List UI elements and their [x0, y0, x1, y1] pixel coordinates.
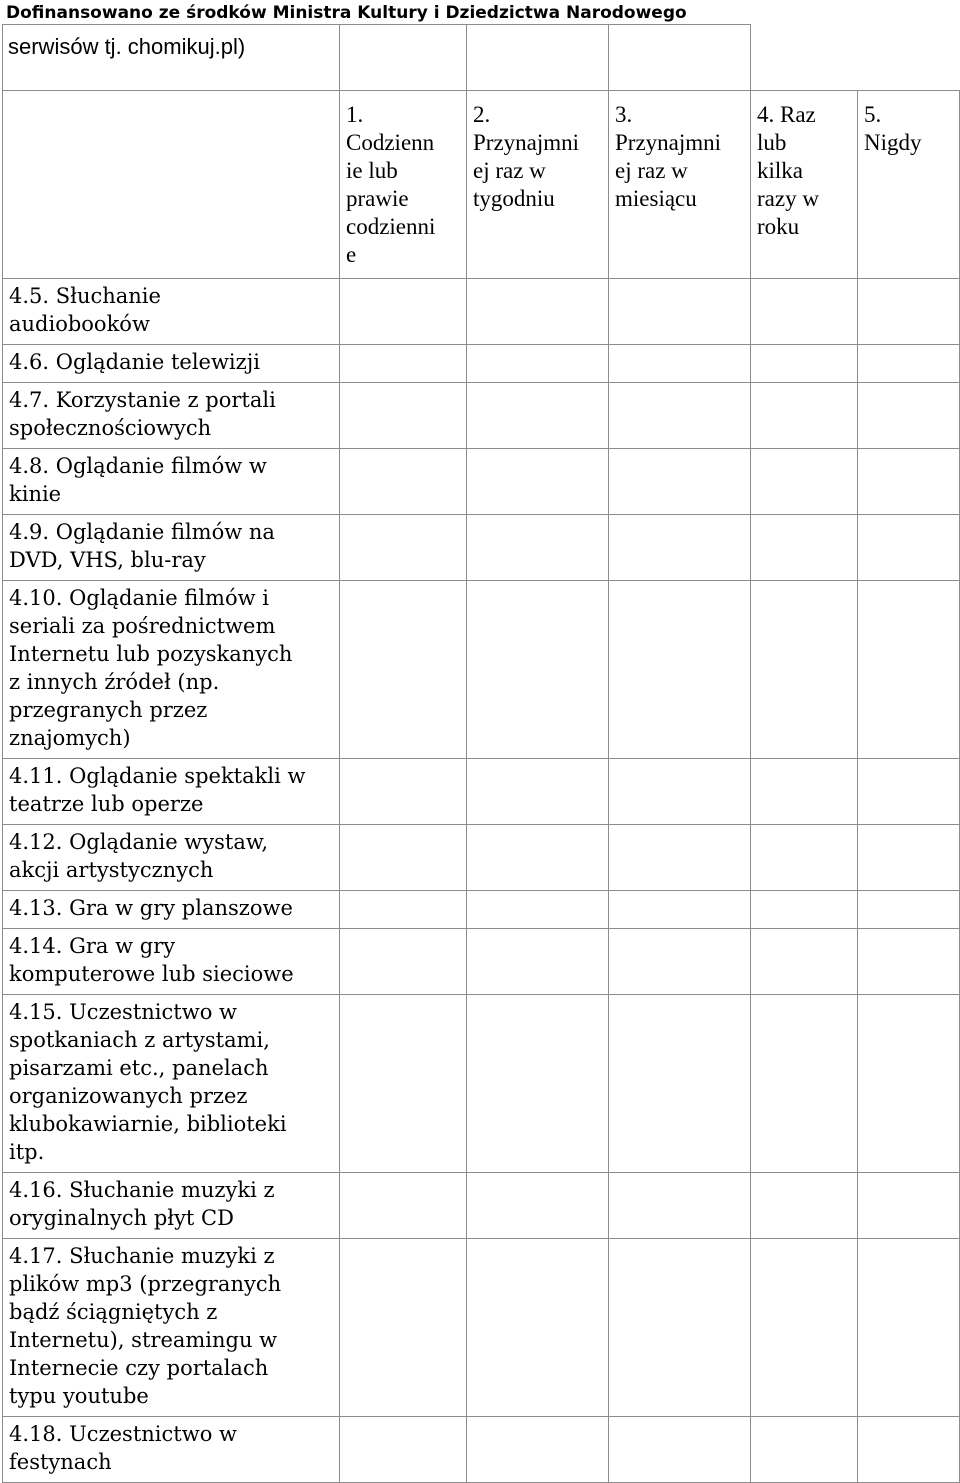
- activity-label-line: 4.12. Oglądanie wystaw,: [9, 830, 269, 854]
- column-header-line: prawie: [346, 186, 409, 211]
- column-header-line: Nigdy: [864, 130, 922, 155]
- activity-label-line: Internetu lub pozyskanych: [9, 642, 293, 666]
- activity-row: [3, 825, 960, 891]
- column-header-line: kilka: [757, 158, 803, 183]
- answer-cell-daily[interactable]: [340, 995, 467, 1173]
- column-header-never: [858, 91, 960, 279]
- activity-label-cell: [3, 825, 340, 891]
- column-header-line: tygodniu: [473, 186, 555, 211]
- answer-cell-yearly[interactable]: [751, 759, 858, 825]
- answer-cell-yearly[interactable]: [751, 995, 858, 1173]
- activity-label-cell: [3, 515, 340, 581]
- column-header-line: miesiącu: [615, 186, 697, 211]
- answer-cell-weekly[interactable]: [467, 929, 609, 995]
- continuation-table: [2, 24, 751, 91]
- activity-row: [3, 279, 960, 345]
- answer-cell-monthly[interactable]: [609, 449, 751, 515]
- answer-cell-monthly[interactable]: [609, 995, 751, 1173]
- activity-label-line: 4.15. Uczestnictwo w: [9, 1000, 237, 1024]
- answer-cell-weekly[interactable]: [467, 449, 609, 515]
- column-header-line: razy w: [757, 186, 819, 211]
- answer-cell-monthly[interactable]: [609, 891, 751, 929]
- activity-row: [3, 891, 960, 929]
- answer-cell-monthly[interactable]: [609, 581, 751, 759]
- answer-cell-weekly[interactable]: [467, 345, 609, 383]
- answer-cell-weekly[interactable]: [467, 1239, 609, 1417]
- answer-cell-weekly[interactable]: [467, 1173, 609, 1239]
- answer-cell-never[interactable]: [858, 759, 960, 825]
- activity-label-line: 4.11. Oglądanie spektakli w: [9, 764, 306, 788]
- activity-label-line: itp.: [9, 1140, 45, 1164]
- empty-cell: [467, 25, 609, 91]
- continuation-row: [3, 25, 751, 91]
- answer-cell-never[interactable]: [858, 449, 960, 515]
- continuation-cell: serwisów tj. chomikuj.pl): [3, 25, 340, 91]
- activity-label-line: 4.5. Słuchanie: [9, 284, 161, 308]
- activity-label-line: spotkaniach z artystami,: [9, 1028, 270, 1052]
- column-header-line: 2.: [473, 102, 491, 127]
- activity-label-cell: [3, 759, 340, 825]
- activity-label-line: 4.7. Korzystanie z portali: [9, 388, 276, 412]
- activity-row: [3, 515, 960, 581]
- activity-row: [3, 581, 960, 759]
- column-header-line: Przynajmni: [473, 130, 580, 155]
- answer-cell-monthly[interactable]: [609, 929, 751, 995]
- column-header-line: ej raz w: [615, 158, 688, 183]
- answer-cell-monthly[interactable]: [609, 515, 751, 581]
- activity-label-line: społecznościowych: [9, 416, 212, 440]
- answer-cell-monthly[interactable]: [609, 825, 751, 891]
- activity-label-cell: [3, 929, 340, 995]
- answer-cell-never[interactable]: [858, 345, 960, 383]
- activity-label-cell: [3, 1417, 340, 1483]
- answer-cell-yearly[interactable]: [751, 581, 858, 759]
- answer-cell-daily[interactable]: [340, 1173, 467, 1239]
- column-header-line: roku: [757, 214, 800, 239]
- answer-cell-daily[interactable]: [340, 825, 467, 891]
- answer-cell-weekly[interactable]: [467, 995, 609, 1173]
- activity-label-line: Internetu), streamingu w: [9, 1328, 278, 1352]
- activity-row: [3, 449, 960, 515]
- activity-label-line: 4.14. Gra w gry: [9, 934, 176, 958]
- answer-cell-never[interactable]: [858, 825, 960, 891]
- answer-cell-yearly[interactable]: [751, 449, 858, 515]
- answer-cell-monthly[interactable]: [609, 1173, 751, 1239]
- answer-cell-daily[interactable]: [340, 449, 467, 515]
- answer-cell-daily[interactable]: [340, 383, 467, 449]
- answer-cell-never[interactable]: [858, 1417, 960, 1483]
- activity-label-line: z innych źródeł (np.: [9, 670, 220, 694]
- activity-label-line: akcji artystycznych: [9, 858, 214, 882]
- answer-cell-yearly[interactable]: [751, 929, 858, 995]
- answer-cell-weekly[interactable]: [467, 759, 609, 825]
- activity-label-cell: [3, 995, 340, 1173]
- answer-cell-never[interactable]: [858, 279, 960, 345]
- activity-label-line: pisarzami etc., panelach: [9, 1056, 269, 1080]
- answer-cell-yearly[interactable]: [751, 279, 858, 345]
- answer-cell-yearly[interactable]: [751, 515, 858, 581]
- answer-cell-monthly[interactable]: [609, 759, 751, 825]
- activity-label-line: seriali za pośrednictwem: [9, 614, 276, 638]
- answer-cell-yearly[interactable]: [751, 1173, 858, 1239]
- empty-cell: [609, 25, 751, 91]
- answer-cell-yearly[interactable]: [751, 891, 858, 929]
- activity-label-cell: [3, 383, 340, 449]
- activity-label-line: przegranych przez: [9, 698, 208, 722]
- activity-row: [3, 759, 960, 825]
- activity-label-line: teatrze lub operze: [9, 792, 204, 816]
- column-header-monthly: [609, 91, 751, 279]
- answer-cell-never[interactable]: [858, 383, 960, 449]
- answer-cell-monthly[interactable]: [609, 1417, 751, 1483]
- answer-cell-weekly[interactable]: [467, 383, 609, 449]
- activity-label-cell: [3, 891, 340, 929]
- activity-label-cell: [3, 581, 340, 759]
- column-header-line: Codzienn: [346, 130, 435, 155]
- answer-cell-daily[interactable]: [340, 929, 467, 995]
- activity-label-line: bądź ściągniętych z: [9, 1300, 218, 1324]
- answer-cell-weekly[interactable]: [467, 825, 609, 891]
- column-header-line: codzienni: [346, 214, 436, 239]
- answer-cell-yearly[interactable]: [751, 345, 858, 383]
- answer-cell-never[interactable]: [858, 1173, 960, 1239]
- answer-cell-daily[interactable]: [340, 759, 467, 825]
- empty-cell: [340, 25, 467, 91]
- answer-cell-yearly[interactable]: [751, 825, 858, 891]
- column-header-line: 1.: [346, 102, 364, 127]
- answer-cell-daily[interactable]: [340, 581, 467, 759]
- answer-cell-yearly[interactable]: [751, 1239, 858, 1417]
- activity-label-cell: [3, 1239, 340, 1417]
- activity-label-line: komputerowe lub sieciowe: [9, 962, 294, 986]
- answer-cell-weekly[interactable]: [467, 279, 609, 345]
- answer-cell-weekly[interactable]: [467, 891, 609, 929]
- activity-label-line: 4.17. Słuchanie muzyki z: [9, 1244, 275, 1268]
- activity-row: [3, 1239, 960, 1417]
- answer-cell-never[interactable]: [858, 929, 960, 995]
- answer-cell-daily[interactable]: [340, 279, 467, 345]
- activity-label-line: klubokawiarnie, biblioteki: [9, 1112, 287, 1136]
- column-header-line: ej raz w: [473, 158, 546, 183]
- activity-row: [3, 345, 960, 383]
- answer-cell-daily[interactable]: [340, 891, 467, 929]
- column-header-line: ie lub: [346, 158, 398, 183]
- activity-label-line: 4.9. Oglądanie filmów na: [9, 520, 275, 544]
- answer-cell-never[interactable]: [858, 1239, 960, 1417]
- activity-label-line: audiobooków: [9, 312, 150, 336]
- frequency-table: [2, 90, 960, 1483]
- answer-cell-never[interactable]: [858, 515, 960, 581]
- column-header-line: 3.: [615, 102, 633, 127]
- activity-label-line: festynach: [9, 1450, 112, 1474]
- activity-label-line: 4.18. Uczestnictwo w: [9, 1422, 237, 1446]
- answer-cell-daily[interactable]: [340, 345, 467, 383]
- activity-row: [3, 995, 960, 1173]
- activity-row: [3, 1417, 960, 1483]
- activity-label-line: typu youtube: [9, 1384, 149, 1408]
- answer-cell-yearly[interactable]: [751, 383, 858, 449]
- activity-label-line: DVD, VHS, blu-ray: [9, 548, 206, 572]
- activity-label-line: znajomych): [9, 726, 131, 750]
- answer-cell-monthly[interactable]: [609, 345, 751, 383]
- answer-cell-weekly[interactable]: [467, 1417, 609, 1483]
- column-header-line: lub: [757, 130, 787, 155]
- activity-label-line: 4.8. Oglądanie filmów w: [9, 454, 267, 478]
- column-header-weekly: [467, 91, 609, 279]
- activity-label-line: 4.6. Oglądanie telewizji: [9, 350, 260, 374]
- column-header-line: e: [346, 242, 357, 267]
- answer-cell-never[interactable]: [858, 581, 960, 759]
- answer-cell-weekly[interactable]: [467, 515, 609, 581]
- activity-label-line: Internecie czy portalach: [9, 1356, 269, 1380]
- answer-cell-never[interactable]: [858, 891, 960, 929]
- activity-label-line: 4.16. Słuchanie muzyki z: [9, 1178, 275, 1202]
- funding-header: Dofinansowano ze środków Ministra Kultury i Dziedzictwa Narodowego: [6, 3, 687, 23]
- activity-row: [3, 929, 960, 995]
- activity-label-line: organizowanych przez: [9, 1084, 248, 1108]
- activity-label-line: 4.13. Gra w gry planszowe: [9, 896, 293, 920]
- activity-label-cell: [3, 279, 340, 345]
- activity-label-line: plików mp3 (przegranych: [9, 1272, 282, 1296]
- activity-label-line: oryginalnych płyt CD: [9, 1206, 234, 1230]
- activity-label-cell: [3, 345, 340, 383]
- answer-cell-weekly[interactable]: [467, 581, 609, 759]
- activity-label-cell: [3, 449, 340, 515]
- answer-cell-monthly[interactable]: [609, 1239, 751, 1417]
- activity-row: [3, 383, 960, 449]
- answer-cell-daily[interactable]: [340, 515, 467, 581]
- activity-label-line: kinie: [9, 482, 62, 506]
- activity-row: [3, 1173, 960, 1239]
- activity-label-line: 4.10. Oglądanie filmów i: [9, 586, 269, 610]
- answer-cell-never[interactable]: [858, 995, 960, 1173]
- answer-cell-monthly[interactable]: [609, 383, 751, 449]
- activity-label-cell: [3, 1173, 340, 1239]
- activity-header-cell: [3, 91, 340, 279]
- column-header-line: Przynajmni: [615, 130, 722, 155]
- column-header-line: 4. Raz: [757, 102, 816, 127]
- answer-cell-monthly[interactable]: [609, 279, 751, 345]
- column-header-yearly: [751, 91, 858, 279]
- answer-cell-daily[interactable]: [340, 1239, 467, 1417]
- answer-cell-daily[interactable]: [340, 1417, 467, 1483]
- column-header-daily: [340, 91, 467, 279]
- column-header-line: 5.: [864, 102, 882, 127]
- frequency-header-row: [3, 91, 960, 279]
- answer-cell-yearly[interactable]: [751, 1417, 858, 1483]
